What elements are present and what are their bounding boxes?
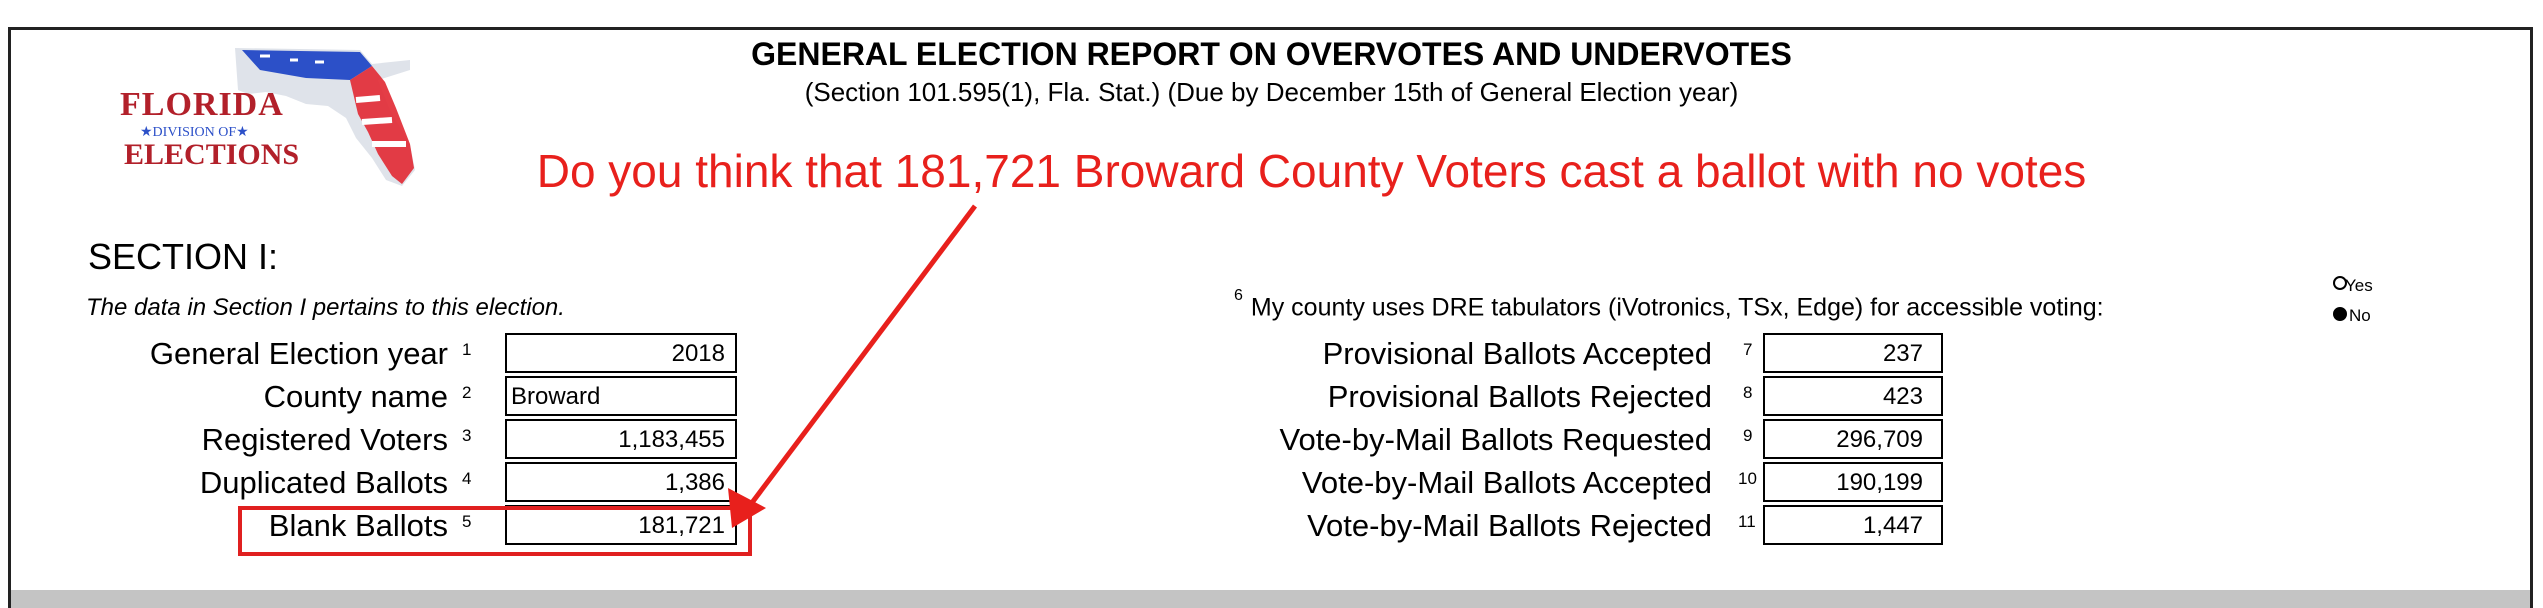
row-label-election-year: General Election year [149, 336, 448, 371]
row-number: 8 [1743, 383, 1753, 402]
logo-division-text: ★DIVISION OF★ [140, 125, 249, 140]
dre-yes-label: Yes [2345, 276, 2373, 295]
row-number: 5 [462, 512, 472, 531]
county-name-field[interactable]: Broward [505, 376, 737, 416]
row-number: 10 [1738, 469, 1757, 488]
row-number: 11 [1738, 512, 1756, 531]
row-number: 1 [462, 340, 472, 359]
row-number: 3 [462, 426, 472, 445]
logo-elections-text: ELECTIONS [124, 138, 300, 171]
row-label-duplicated-ballots: Duplicated Ballots [199, 465, 448, 500]
row-number: 9 [1743, 426, 1753, 445]
row-number: 2 [462, 383, 472, 402]
row-label-blank-ballots: Blank Ballots [268, 508, 448, 543]
provisional-rejected-field[interactable]: 423 [1763, 376, 1943, 416]
vbm-accepted-field[interactable]: 190,199 [1763, 462, 1943, 502]
row-label-vbm-rejected: Vote-by-Mail Ballots Rejected [1307, 508, 1712, 543]
row-label-vbm-requested: Vote-by-Mail Ballots Requested [1279, 422, 1712, 457]
registered-voters-field[interactable]: 1,183,455 [505, 419, 737, 459]
section-note: The data in Section I pertains to this election. [86, 294, 565, 321]
row-label-vbm-accepted: Vote-by-Mail Ballots Accepted [1301, 465, 1712, 500]
annotation-text: Do you think that 181,721 Broward County Voters cast a ballot with no votes [536, 145, 2087, 197]
logo-florida-text: FLORIDA [120, 86, 284, 123]
report-subtitle: (Section 101.595(1), Fla. Stat.) (Due by December 15th of General Election year) [804, 77, 1739, 107]
provisional-accepted-field[interactable]: 237 [1763, 333, 1943, 373]
duplicated-ballots-field[interactable]: 1,386 [505, 462, 737, 502]
row-label-registered-voters: Registered Voters [201, 422, 448, 457]
vbm-requested-field[interactable]: 296,709 [1763, 419, 1943, 459]
row-label-provisional-rejected: Provisional Ballots Rejected [1327, 379, 1712, 414]
dre-question-text: My county uses DRE tabulators (iVotronics, TSx, Edge) for accessible voting: [1250, 293, 2104, 322]
row-number: 7 [1743, 340, 1753, 359]
row-label-provisional-accepted: Provisional Ballots Accepted [1322, 336, 1712, 371]
blank-ballots-field[interactable]: 181,721 [505, 505, 737, 545]
section-heading: SECTION I: [88, 236, 279, 277]
row-label-county-name: County name [263, 379, 448, 414]
row-number: 4 [462, 469, 472, 488]
election-year-field[interactable]: 2018 [505, 333, 737, 373]
vbm-rejected-field[interactable]: 1,447 [1763, 505, 1943, 545]
dre-no-label: No [2349, 306, 2371, 325]
report-title: GENERAL ELECTION REPORT ON OVERVOTES AND UNDERVOTES [751, 36, 1792, 72]
row-number: 6 [1234, 287, 1243, 304]
